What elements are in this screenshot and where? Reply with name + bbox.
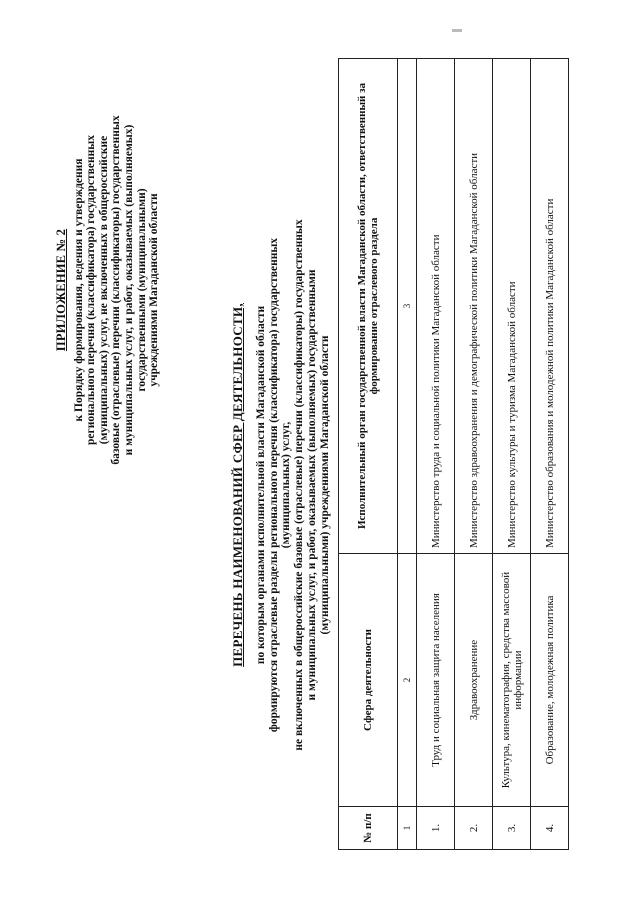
row-org: Министерство здравоохранения и демографической политики Магаданской области (455, 59, 493, 554)
row-sphere: Здравоохранение (455, 554, 493, 807)
heading-line: формируются отраслевые разделы регионального перечня (классификатора) государственных (муниципальных) услуг, (267, 237, 293, 733)
row-sphere: Культура, кинематография, средства массовой информации (493, 554, 531, 807)
table-header-row (339, 59, 398, 850)
heading-line: не включенных в общероссийские базовые (отраслевые) перечни (классификаторы) государственных (293, 219, 306, 751)
header-sphere: Сфера деятельности (339, 554, 398, 807)
row-num: 3. (493, 807, 531, 850)
appendix-line: к Порядку формирования, ведения и утверждения (72, 158, 85, 422)
appendix-line: регионального перечня (классификатора) государственных (85, 135, 98, 445)
row-org: Министерство образования и молодежной политики Магаданской области (531, 59, 569, 554)
heading-line: по которым органами исполнительной власти Магаданской области (254, 305, 267, 665)
table-row (455, 59, 493, 850)
row-sphere: Образование, молодежная политика (531, 554, 569, 807)
heading-line: (муниципальными) учреждениями Магаданской области (318, 335, 331, 635)
heading-line: и муниципальных услуг, и работ, оказываемых (выполняемых) государственными (305, 269, 318, 701)
row-num: 2. (455, 807, 493, 850)
table-index-row (398, 59, 417, 850)
appendix-line: учреждениями Магаданской области (148, 193, 161, 387)
header-org: Исполнительный орган государственной власти Магаданской области, ответственный за формирование отраслевого раздела (339, 59, 398, 554)
spheres-table (338, 58, 569, 850)
appendix-line: государственными (муниципальными) (135, 188, 148, 392)
appendix-line: и муниципальных услуг, и работ, оказываемых (выполняемых) (122, 124, 135, 456)
row-sphere: Труд и социальная защита населения (417, 554, 455, 807)
appendix-title: ПРИЛОЖЕНИЕ № 2 (54, 228, 68, 352)
row-num: 4. (531, 807, 569, 850)
document-title: ПЕРЕЧЕНЬ НАИМЕНОВАНИЙ СФЕР ДЕЯТЕЛЬНОСТИ, (230, 303, 245, 667)
appendix-line: (муниципальных) услуг, не включенных в общероссийские (97, 135, 110, 445)
header-num: № п/п (339, 807, 398, 850)
row-org: Министерство труда и социальной политики Магаданской области (417, 59, 455, 554)
row-org: Министерство культуры и туризма Магаданской области (493, 59, 531, 554)
scan-mark (452, 29, 462, 32)
index-cell: 3 (398, 59, 417, 554)
index-cell: 2 (398, 554, 417, 807)
row-num: 1. (417, 807, 455, 850)
table-row (493, 59, 531, 850)
index-cell: 1 (398, 807, 417, 850)
appendix-block (55, 60, 161, 520)
appendix-line: базовые (отраслевые) перечни (классификаторы) государственных (110, 115, 123, 465)
table-row (531, 59, 569, 850)
document-heading (232, 205, 332, 765)
table-row (417, 59, 455, 850)
